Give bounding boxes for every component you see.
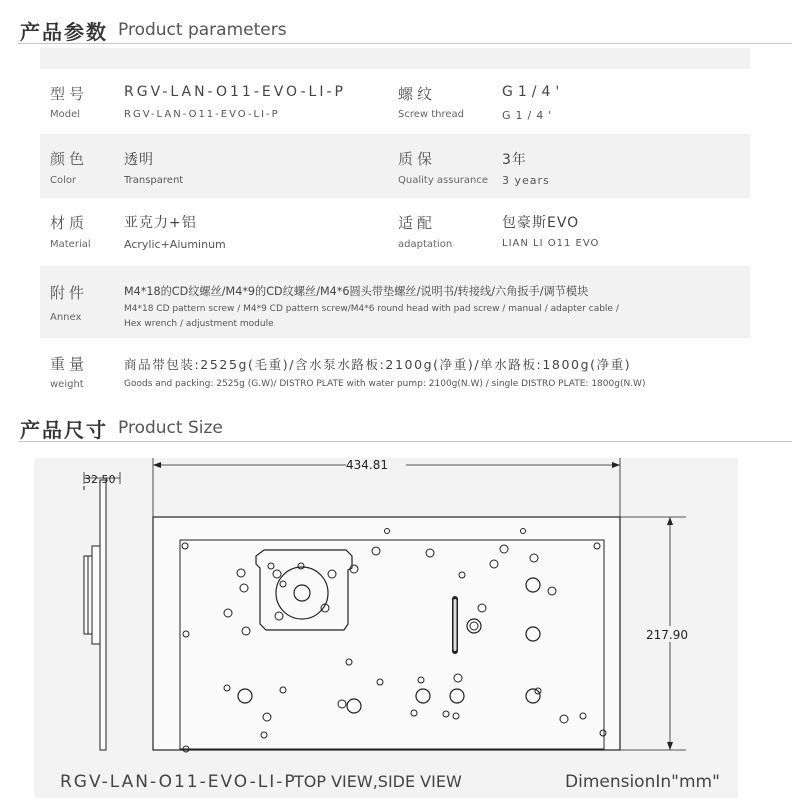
value2-cn: G1/4' (502, 84, 565, 100)
label-en: weight (50, 379, 84, 390)
params-title-cn: 产品参数 (20, 20, 108, 44)
value2-en: LIAN LI O11 EVO (502, 238, 600, 249)
label-cn: 型号 (50, 85, 89, 103)
param-row-weight (40, 340, 750, 400)
params-title-en: Product parameters (118, 20, 287, 40)
param-row-model (40, 72, 750, 130)
thickness-dim-label: 32.50 (84, 473, 116, 486)
label-cn: 材质 (50, 214, 89, 232)
value-en: Goods and packing: 2525g (G.W)/ DISTRO PLATE with water pump: 2100g(N.W) / single DISTRO PLATE: 1800g(N.W) (124, 379, 646, 389)
value-cn: M4*18的CD纹螺丝/M4*9的CD纹螺丝/M4*6圆头带垫螺丝/说明书/转接线/六角扳手/调节模块 (124, 285, 589, 298)
label-en: Annex (50, 312, 82, 323)
footer-model: RGV-LAN-O11-EVO-LI-P (60, 772, 297, 792)
footer-views: TOP VIEW,SIDE VIEW (294, 772, 462, 791)
dimension-drawing-svg (34, 458, 738, 798)
label-en: Material (50, 239, 91, 250)
value2-cn: 包豪斯EVO (502, 215, 580, 231)
label-cn: 重量 (50, 355, 89, 373)
technical-drawing (34, 458, 738, 798)
size-title-cn: 产品尺寸 (20, 418, 108, 442)
value-cn: 透明 (124, 152, 154, 168)
value2-en: 3 years (502, 174, 550, 187)
value-en-line2: Hex wrench / adjustment module (124, 319, 274, 329)
side-view (84, 472, 120, 750)
value-en: Transparent (124, 175, 184, 186)
param-row-color (40, 134, 750, 198)
pump-mount (256, 550, 352, 630)
param-row-material (40, 200, 750, 262)
value-cn: RGV-LAN-O11-EVO-LI-P (124, 84, 346, 100)
divider (18, 441, 792, 442)
width-dim-label: 434.81 (346, 458, 388, 472)
value-cn: 商品带包装:2525g(毛重)/含水泵水路板:2100g(净重)/单水路板:1800g(净重) (124, 357, 632, 372)
height-dim-label: 217.90 (646, 628, 688, 642)
value-en-line1: M4*18 CD pattern screw / M4*9 CD pattern screw/M4*6 round head with pad screw / manual / adapter cable / (124, 304, 619, 314)
size-title-en: Product Size (118, 418, 223, 438)
value-cn: 亚克力+铝 (124, 215, 197, 231)
value-en: RGV-LAN-O11-EVO-LI-P (124, 109, 280, 120)
value-en: Acrylic+Aiuminum (124, 238, 226, 251)
footer-dimension: DimensionIn"mm" (565, 772, 720, 792)
label2-en: adaptation (398, 239, 453, 250)
label2-cn: 质保 (398, 150, 437, 168)
param-row-annex (40, 266, 750, 338)
label-cn: 附件 (50, 284, 89, 302)
label-en: Color (50, 175, 77, 186)
value2-cn: 3年 (502, 152, 527, 168)
top-view-plate (153, 517, 620, 750)
params-section-header (0, 12, 800, 44)
label-en: Model (50, 109, 81, 120)
label2-en: Quality assurance (398, 175, 489, 186)
label2-en: Screw thread (398, 109, 465, 120)
value2-en: G1/4' (502, 109, 557, 122)
label-cn: 颜色 (50, 150, 89, 168)
label2-cn: 适配 (398, 214, 437, 232)
label2-cn: 螺纹 (398, 85, 437, 103)
center-slot (452, 596, 458, 654)
size-section-header (0, 410, 800, 442)
divider (18, 43, 792, 44)
spacer-band (40, 48, 750, 69)
